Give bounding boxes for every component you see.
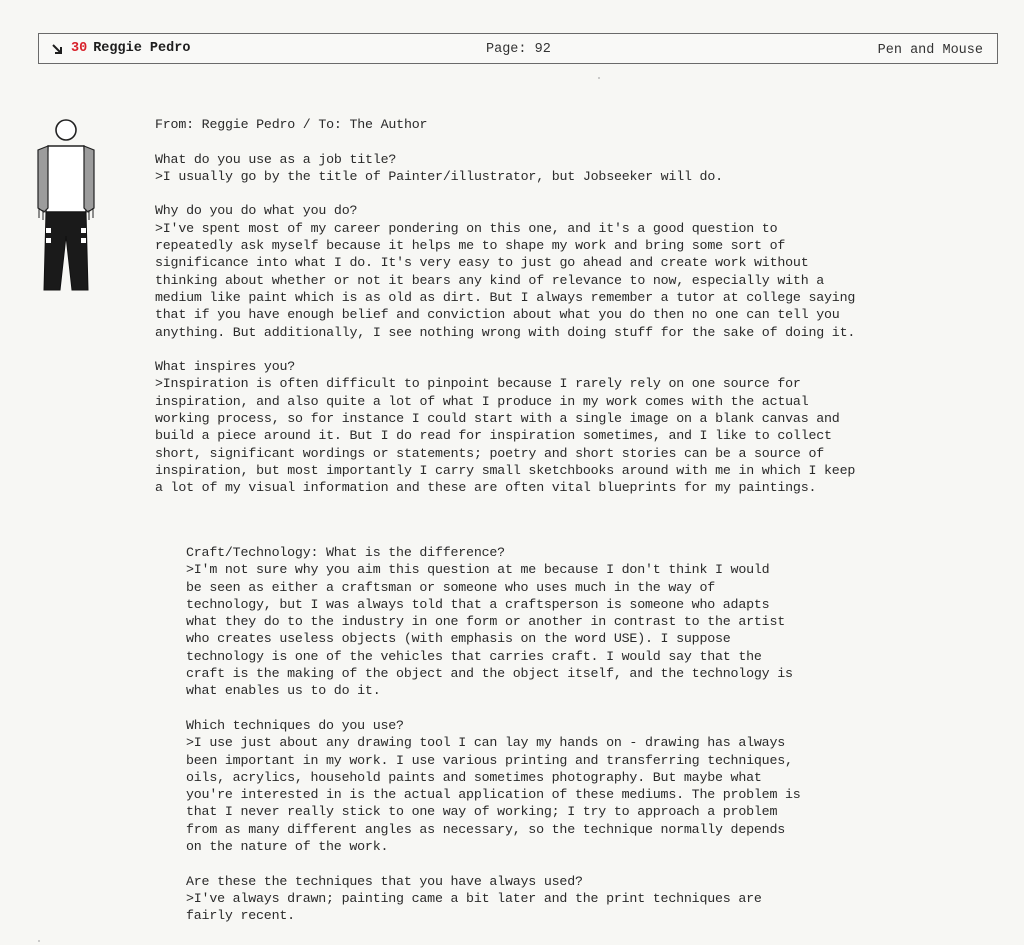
answer-line: what enables us to do it.: [186, 683, 381, 699]
question-techniques: Which techniques do you use?: [186, 717, 404, 733]
author-name: Reggie Pedro: [93, 41, 191, 56]
answer-line: technology is one of the vehicles that carries craft. I would say that the: [186, 648, 762, 664]
answer-line: on the nature of the work.: [186, 839, 389, 855]
arrow-down-right-icon: [51, 43, 63, 55]
answer-line: working process, so for instance I could start with a single image on a blank canvas and: [155, 411, 840, 427]
answer-line: inspiration, and also quite a lot of what I produce in my work comes with the actual: [155, 393, 809, 409]
answer-line: been important in my work. I use various printing and transferring techniques,: [186, 752, 793, 768]
answer-line: >I'm not sure why you aim this question at me because I don't think I would: [186, 562, 770, 578]
page-number: Page: 92: [486, 42, 551, 57]
answer-line: technology, but I was always told that a craftsperson is someone who adapts: [186, 596, 770, 612]
answer-line: that I never really stick to one way of working; I try to approach a problem: [186, 804, 778, 820]
person-figure-icon: [36, 116, 96, 292]
answer-line: anything. But additionally, I see nothing wrong with doing stuff for the sake of doing it.: [155, 324, 856, 340]
answer-line: >I've spent most of my career pondering on this one, and it's a good question to: [155, 220, 778, 236]
from-line: From: Reggie Pedro / To: The Author: [155, 117, 428, 132]
question-job-title: What do you use as a job title?: [155, 151, 397, 167]
question-always-used: Are these the techniques that you have always used?: [186, 873, 583, 889]
answer-line: craft is the making of the object and the object itself, and the technology is: [186, 666, 793, 682]
answer-line: short, significant wordings or statements; poetry and short stories can be a source of: [155, 445, 825, 461]
chapter-number: 30: [71, 41, 88, 56]
answer-line: >Inspiration is often difficult to pinpoint because I rarely rely on one source for: [155, 376, 801, 392]
answer-line: repeatedly ask myself because it helps me to shape my work and bring some sort of: [155, 238, 786, 254]
answer-line: thinking about whether or not it bears any kind of relevance to now, especially with a: [155, 272, 825, 288]
question-craft-technology: Craft/Technology: What is the difference?: [186, 545, 505, 560]
answer-line: be seen as either a craftsman or someone who uses much in the way of: [186, 579, 716, 595]
answer-line: that if you have enough belief and conviction about what you do then no one can tell you: [155, 307, 840, 323]
answer-line: inspiration, but most importantly I carry small sketchbooks around with me in which I keep: [155, 462, 856, 478]
interview-part-1: [155, 116, 955, 497]
answer-line: fairly recent.: [186, 908, 295, 924]
page-header: [38, 33, 998, 64]
answer-line: you're interested in is the actual application of these mediums. The problem is: [186, 787, 801, 803]
answer-line: medium like paint which is as old as dirt. But I always remember a tutor at college saying: [155, 289, 856, 305]
chapter-label: [51, 41, 190, 56]
answer-line: from as many different angles as necessary, so the technique normally depends: [186, 821, 786, 837]
question-why: Why do you do what you do?: [155, 203, 358, 219]
answer-line: significance into what I do. It's very easy to just go ahead and create work without: [155, 255, 809, 271]
answer-line: what they do to the industry in one form or another in contrast to the artist: [186, 614, 786, 630]
answer-line: build a piece around it. But I do read for inspiration sometimes, and I like to collect: [155, 428, 832, 444]
answer-line: >I usually go by the title of Painter/illustrator, but Jobseeker will do.: [155, 168, 723, 184]
interview-part-2: [186, 544, 886, 925]
answer-line: a lot of my visual information and these are often vital blueprints for my paintings.: [155, 480, 817, 496]
answer-line: >I use just about any drawing tool I can lay my hands on - drawing has always: [186, 735, 786, 751]
answer-line: who creates useless objects (with emphasis on the word USE). I suppose: [186, 631, 731, 647]
question-inspiration: What inspires you?: [155, 359, 296, 375]
answer-line: oils, acrylics, household paints and sometimes photography. But maybe what: [186, 769, 762, 785]
book-title: Pen and Mouse: [877, 43, 983, 58]
answer-line: >I've always drawn; painting came a bit later and the print techniques are: [186, 890, 762, 906]
